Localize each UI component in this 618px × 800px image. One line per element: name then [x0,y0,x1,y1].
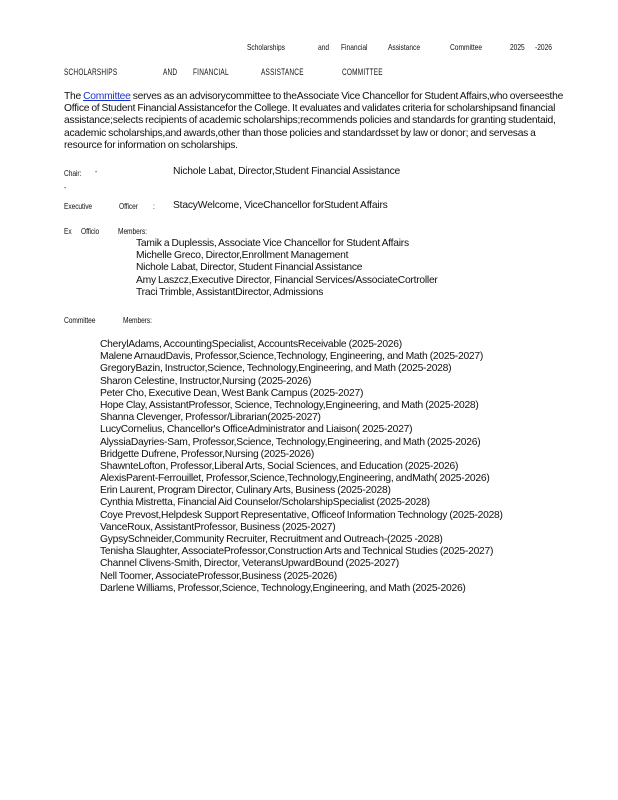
header-word: Financial [341,42,368,52]
chair-mark: - [95,166,98,176]
committee-member: Tenisha Slaughter, AssociateProfessor,Construction Arts and Technical Studies (2025-2027) [100,546,494,558]
ex-officio-list [136,238,438,299]
ex-officio-member: Amy Laszcz,Executive Director, Financial Services/AssociateCortroller [136,274,438,286]
committee-member: Hope Clay, AssistantProfessor, Science, Technology,Engineering, and Math (2025-2028) [100,399,479,411]
committee-member: Shanna Clevenger, Professor/Librarian(2025-2027) [100,412,321,424]
committee-member: LucyCornelius, Chancellor's OfficeAdministrator and Liaison( 2025-2027) [100,424,413,436]
committee-member: Bridgette Dufrene, Professor,Nursing (2025-2026) [100,448,315,460]
committee-members-label: Committee [64,315,96,325]
committee-member: Peter Cho, Executive Dean, West Bank Campus (2025-2027) [100,387,364,399]
committee-member: Nell Toomer, AssociateProfessor,Business (2025-2026) [100,570,337,582]
header-word: -2026 [535,42,552,52]
executive-officer-label: Executive [64,201,93,211]
intro-lead: The [64,91,84,102]
chair-label: Chair: [64,168,82,178]
chair-mark: - [64,182,67,192]
title-word: FINANCIAL [193,67,229,77]
committee-member: Malene ArnaudDavis, Professor,Science,Technology, Engineering, and Math (2025-2027) [100,351,484,363]
committee-member: ShawnteLofton, Professor,Liberal Arts, Social Sciences, and Education (2025-2026) [100,460,459,472]
header-word: Committee [450,42,483,52]
title-word: SCHOLARSHIPS [64,67,118,77]
header-word: and [318,42,330,52]
committee-member: AlyssiaDayries-Sam, Professor,Science, Technology,Engineering, and Math (2025-2026) [100,436,481,448]
title-word: ASSISTANCE [261,67,304,77]
intro-paragraph [64,91,564,152]
committee-member: GregoryBazin, Instructor,Science, Technology,Engineering, and Math (2025-2028) [100,363,452,375]
committee-member: CherylAdams, AccountingSpecialist, AccountsReceivable (2025-2026) [100,339,402,350]
committee-member: VanceRoux, AssistantProfessor, Business (2025-2027) [100,521,336,533]
title-word: AND [163,67,178,77]
header-word: Assistance [388,42,421,52]
ex-officio-label: Ex [64,226,72,236]
committee-member: Coye Prevost,Helpdesk Support Representative, Officeof Information Technology (2025-2028) [100,509,503,521]
header-word: Scholarships [247,42,285,52]
executive-officer-label: Officer [119,201,138,211]
committee-member: Channel Clivens-Smith, Director, VeteransUpwardBound (2025-2027) [100,558,399,570]
intro-body: serves as an advisorycommittee to theAssociate Vice Chancellor for Student Affairs,who overseesthe Office of Student Financial Assistancefor the College. It evaluates and validates criteria for scholarshipsand financial assistance;selects recipients of academic scholarships;recommends policies and standards for granting studentaid, academic scholarships,and awards,other than those policies and standardsset by law or donor; and servesas a resource for information on scholarships. [64,91,564,151]
title-word: COMMITTEE [342,67,383,77]
committee-member: Erin Laurent, Program Director, Culinary Arts, Business (2025-2028) [100,485,391,497]
committee-member: Cynthia Mistretta, Financial Aid Counselor/ScholarshipSpecialist (2025-2028) [100,497,430,509]
committee-member: AlexisParent-Ferrouillet, Professor,Science,Technology,Engineering, andMath( 2025-2026) [100,473,490,485]
committee-link[interactable]: Committee [83,91,131,102]
chair-value: Nichole Labat, Director,Student Financial Assistance [173,166,401,177]
committee-member: GypsySchneider,Community Recruiter, Recruitment and Outreach-(2025 -2028) [100,534,443,545]
committee-members-list [100,339,503,595]
committee-member: Sharon Celestine, Instructor,Nursing (2025-2026) [100,375,312,387]
ex-officio-member: Traci Trimble, AssistantDirector, Admissions [136,286,324,298]
header-word: 2025 [510,42,525,52]
ex-officio-label: Officio [81,226,100,236]
committee-members-label: Members: [123,315,152,325]
ex-officio-member: Tamik a Duplessis, Associate Vice Chancellor for Student Affairs [136,238,409,249]
executive-officer-value: StacyWelcome, ViceChancellor forStudent Affairs [173,200,388,211]
ex-officio-label: Members: [118,226,147,236]
ex-officio-member: Michelle Greco, Director,Enrollment Management [136,250,349,262]
executive-officer-colon: : [153,201,155,211]
ex-officio-member: Nichole Labat, Director, Student Financial Assistance [136,262,363,274]
committee-member: Darlene Williams, Professor,Science, Technology,Engineering, and Math (2025-2026) [100,582,466,594]
